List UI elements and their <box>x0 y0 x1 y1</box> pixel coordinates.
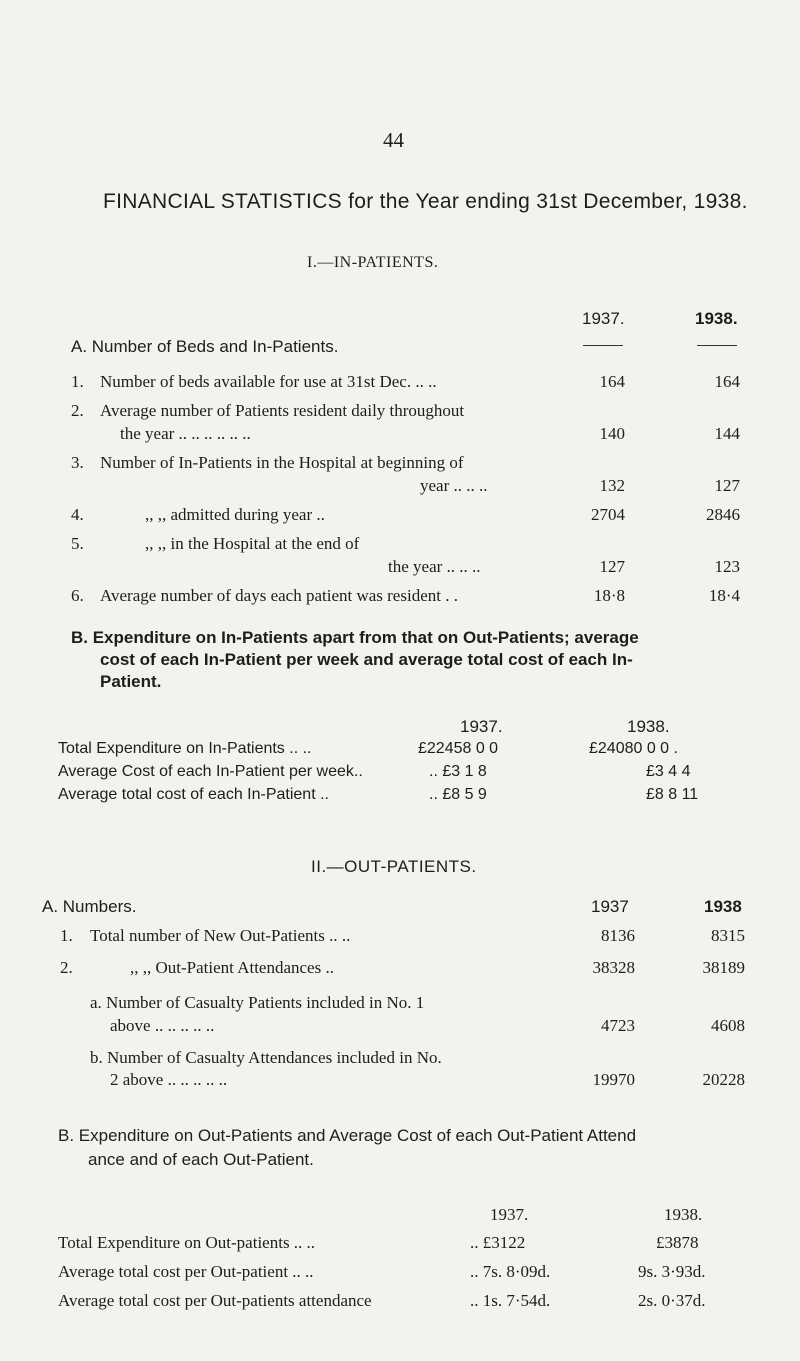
value-1938: 164 <box>714 372 740 391</box>
value-1937: 127 <box>599 557 625 576</box>
inpatients-col-1938: 1938. <box>695 309 738 328</box>
outpatients-b-col-1937: 1937. <box>490 1205 529 1224</box>
value-1938: 18·4 <box>708 586 740 605</box>
col-1938-rule <box>697 345 737 346</box>
row-number: 1. <box>71 372 84 391</box>
value-1937: 132 <box>599 476 625 495</box>
row-number: 4. <box>71 505 84 524</box>
row-label: Total number of New Out-Patients .. .. <box>90 926 351 945</box>
expenditure-label: Average total cost per Out-patient .. .. <box>58 1262 314 1281</box>
value-1937: 164 <box>599 372 625 391</box>
expenditure-1938: £24080 0 0 . <box>589 740 678 757</box>
inpatients-heading: I.—IN-PATIENTS. <box>307 254 439 271</box>
outpatients-heading: II.—OUT-PATIENTS. <box>311 857 477 876</box>
value-1938: 20228 <box>702 1070 745 1089</box>
inpatients-section-b-heading-line2: cost of each In-Patient per week and average total cost of each In- <box>100 650 633 669</box>
inpatients-section-a-label: A. Number of Beds and In-Patients. <box>71 337 339 356</box>
expenditure-label: Total Expenditure on Out-patients .. .. <box>58 1233 316 1252</box>
value-1938: 2846 <box>706 505 740 524</box>
value-1937: 140 <box>599 424 625 443</box>
inpatients-section-b-heading: B. Expenditure on In-Patients apart from that on Out-Patients; average <box>71 628 639 647</box>
value-1938: 123 <box>714 557 740 576</box>
row-number: 6. <box>71 586 84 605</box>
inpatients-col-1937: 1937. <box>582 309 625 328</box>
row-label: Number of In-Patients in the Hospital at beginning of <box>100 453 464 472</box>
outpatients-section-b-heading-line2: ance and of each Out-Patient. <box>88 1150 314 1169</box>
expenditure-1938: 9s. 3·93d. <box>638 1262 706 1281</box>
row-label-continuation: the year .. .. .. .. .. .. <box>120 424 251 443</box>
value-1937: 38328 <box>592 958 635 977</box>
expenditure-1937: .. £8 5 9 <box>429 786 487 803</box>
page-title: FINANCIAL STATISTICS for the Year ending 31st December, 1938. <box>103 190 748 213</box>
value-1937: 8136 <box>601 926 635 945</box>
expenditure-1938: £3878 <box>656 1233 699 1252</box>
value-1938: 144 <box>714 424 740 443</box>
value-1938: 8315 <box>711 926 745 945</box>
row-label: ,, ,, Out-Patient Attendances .. <box>130 958 334 977</box>
expenditure-1938: £3 4 4 <box>646 763 691 780</box>
outpatients-section-b-heading: B. Expenditure on Out-Patients and Average Cost of each Out-Patient Attend <box>58 1126 637 1145</box>
row-number: 2. <box>71 401 84 420</box>
outpatients-col-1938: 1938 <box>704 897 742 916</box>
row-label: b. Number of Casualty Attendances included in No. <box>90 1048 442 1067</box>
value-1938: 38189 <box>702 958 745 977</box>
row-label: Number of beds available for use at 31st Dec. .. .. <box>100 372 437 391</box>
value-1937: 18·8 <box>593 586 625 605</box>
expenditure-label: Average Cost of each In-Patient per week.. <box>58 763 363 780</box>
expenditure-1937: .. £3 1 8 <box>429 763 487 780</box>
expenditure-1937: .. £3122 <box>470 1233 526 1252</box>
expenditure-label: Average total cost of each In-Patient .. <box>58 786 329 803</box>
row-label: Average number of Patients resident daily throughout <box>100 401 465 420</box>
row-number: 1. <box>60 926 73 945</box>
expenditure-1938: 2s. 0·37d. <box>638 1291 706 1310</box>
inpatients-section-b-heading-line3: Patient. <box>100 672 162 691</box>
page-number: 44 <box>383 128 404 152</box>
outpatients-b-col-1938: 1938. <box>664 1205 703 1224</box>
value-1938: 4608 <box>711 1016 745 1035</box>
col-1937-rule <box>583 345 623 346</box>
outpatients-col-1937: 1937 <box>591 897 629 916</box>
expenditure-label: Average total cost per Out-patients attendance <box>58 1291 372 1310</box>
value-1937: 19970 <box>592 1070 635 1089</box>
expenditure-1937: £22458 0 0 <box>418 740 499 757</box>
value-1937: 4723 <box>601 1016 635 1035</box>
inpatients-b-col-1937: 1937. <box>460 717 503 736</box>
row-label-continuation: year .. .. .. <box>420 476 488 495</box>
row-label: ,, ,, admitted during year .. <box>145 505 325 524</box>
row-number: 2. <box>60 958 73 977</box>
row-label-continuation: 2 above .. .. .. .. .. <box>110 1070 228 1089</box>
value-1938: 127 <box>714 476 740 495</box>
expenditure-1937: .. 7s. 8·09d. <box>470 1262 551 1281</box>
row-number: 5. <box>71 534 84 553</box>
expenditure-1937: .. 1s. 7·54d. <box>470 1291 551 1310</box>
expenditure-label: Total Expenditure on In-Patients .. .. <box>58 740 312 757</box>
row-number: 3. <box>71 453 84 472</box>
row-label-continuation: above .. .. .. .. .. <box>110 1016 215 1035</box>
row-label: ,, ,, in the Hospital at the end of <box>145 534 360 553</box>
value-1937: 2704 <box>591 505 625 524</box>
row-label-continuation: the year .. .. .. <box>388 557 481 576</box>
expenditure-1938: £8 8 11 <box>646 786 699 803</box>
outpatients-section-a-label: A. Numbers. <box>42 897 137 916</box>
row-label: a. Number of Casualty Patients included in No. 1 <box>90 993 425 1012</box>
row-label: Average number of days each patient was resident . . <box>100 586 458 605</box>
inpatients-b-col-1938: 1938. <box>627 717 670 736</box>
